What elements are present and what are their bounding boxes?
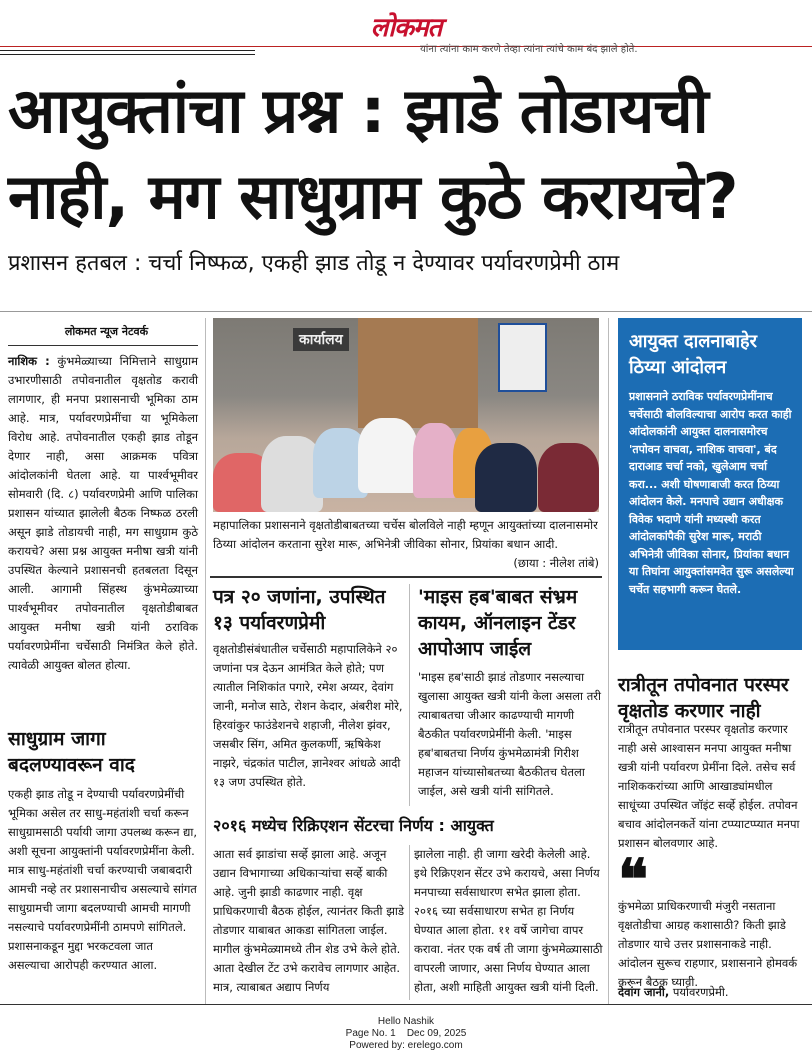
divider <box>0 1004 812 1005</box>
lokmat-logo: लोकमत <box>370 13 442 43</box>
photo-credit: (छाया : नीलेश तांबे) <box>513 556 599 570</box>
headline <box>8 68 804 240</box>
subheadline: प्रशासन हतबल : चर्चा निष्फळ, एकही झाड तोडू न देण्यावर पर्यावरणप्रेमी ठाम <box>8 251 620 276</box>
recreation-body-right: झालेला नाही. ही जागा खरेदी केलेली आहे. इथे रिक्रिएशन सेंटर उभे करायचे, असा निर्णय मनपाच्या सर्वसाधारण सभेत झाला होता. २०१६ च्या सर्वसाधारण सभेत हा निर्णय घेण्यात आला होता. ११ वर्षे जागेचा वापर करावा. नंतर एक वर्ष ती जागा कुंभमेळ्यासाठी वापरली जाणार, असा निर्णय घेण्यात आला होता, अशी माहिती आयुक्त खत्री यांनी दिली. <box>414 847 603 994</box>
cut-off-text: यांना त्यांना काम करणे तेव्हा त्यांना त्यांचे काम बंद झाले होते. <box>420 44 638 55</box>
quote-author: देवांग जानी, <box>618 985 670 999</box>
overnight-body: रात्रीतून तपोवनात परस्पर वृक्षतोड करणार नाही असे आश्वासन मनपा आयुक्त मनीषा खत्री यांनी पर्यावरण प्रेमींना दिले. तसेच सर्व नाशिककरांच्या आणि आखाड्यांमधील साधूंच्या उपस्थित जॉइंट सर्व्हे होईल. तपोवन बचाव आंदोलनकर्ते यांना टप्प्याटप्प्यात मनपा प्रशासन बोलवणार आहे. <box>618 722 800 850</box>
recreation-body-left: आता सर्व झाडांचा सर्व्हे झाला आहे. अजून उद्यान विभागाच्या अधिकाऱ्यांचा सर्व्हे बाकी आहे. जुनी झाडी काढणार नाही. वृक्ष प्राधिकरणाची बैठक होईल, त्यानंतर किती झाडे तोडणार याबाबत आकडा सांगितला जाईल. मागील कुंभमेळ्यामध्ये तीन शेड उभे केले होते. आता देखील टेंट उभे करावेच लागणार आहेत. मात्र, त्याबाबत अद्याप निर्णय <box>213 847 405 994</box>
protest-photo <box>213 318 599 512</box>
masthead-double-rule <box>0 50 255 55</box>
byline: लोकमत न्यूज नेटवर्क <box>64 325 149 338</box>
sidebar-box <box>618 318 802 650</box>
person <box>538 443 599 512</box>
sidebar-heading: आयुक्त दालनाबाहेर ठिय्या आंदोलन <box>629 331 757 378</box>
divider <box>0 311 812 312</box>
letters-heading: पत्र २० जणांना, उपस्थित १३ पर्यावरणप्रेमी <box>213 586 386 634</box>
sidebar-body: प्रशासनाने ठराविक पर्यावरणप्रेमींनाच चर्चेसाठी बोलविल्याचा आरोप करत काही आंदोलकांनी आयुक्त दालनासमोरच 'तपोवन वाचवा, नाशिक वाचवा', बंद दाराआड चर्चा नको, खुलेआम चर्चा करा... अशी घोषणाबाजी करत ठिय्या आंदोलन केले. मनपाचे उद्यान अधीक्षक विवेक भदाणे यांनी मध्यस्थी करत आंदोलकांपैकी सुरेश मारू, मराठी अभिनेत्री जीविका सोनार, प्रियांका बधान या तिघांना आयुक्तांसमवेत सुरू असलेल्या चर्चेत सहभागी करून घेतले. <box>629 390 794 596</box>
mice-hub-heading: 'माइस हब'बाबत संभ्रम कायम, ऑनलाइन टेंडर आपोआप जाईल <box>418 586 578 660</box>
divider <box>8 345 198 346</box>
letters-body: वृक्षतोडीसंबंधातील चर्चेसाठी महापालिकेने २० जणांना पत्र देऊन आमंत्रित केले होते; पण त्यातील निशिकांत पगारे, रमेश अय्यर, देवांग जानी, मनोज साठे, रोशन केदार, अंबरीश मोरे, हिरवांकुर फाउंडेशनचे शहाजी, नीलेश झंवर, जसबीर सिंग, अमित कुलकर्णी, ऋषिकेश नाझरे, चंद्रकांत पाटील, ज्ञानेश्वर आंधळे आदी १३ जण उपस्थित होते. <box>213 642 403 789</box>
person <box>413 423 458 498</box>
powered-by: Powered by: erelego.com <box>349 1040 463 1051</box>
edition-name: Hello Nashik <box>377 1016 435 1027</box>
quote-icon: ❝ <box>618 847 649 913</box>
quote-author-role: पर्यावरणप्रेमी. <box>669 985 729 999</box>
lead-body: कुंभमेळ्याच्या निमित्ताने साधुग्राम उभारणीसाठी तपोवनातील वृक्षतोड करावी लागणार, ही मनपा प्रशासनाची भूमिका ठाम आहे. मात्र, पर्यावरणप्रेमींचा या भूमिकेला विरोध आहे. तपोवनातील एकही झाड तोडून देणार नाही, असा आक्रमक पवित्रा आंदोलकांनी घेतला आहे. या पार्श्वभूमीवर सोमवारी (दि. ८) पर्यावरणप्रेमी आणि पालिका प्रशासन यांच्यात झालेली बैठक निष्फळ ठरली असून झाडे तोडायची नाही, मग साधुग्राम कुठे करायचे? असा प्रश्न आयुक्त मनीषा खत्री यांनी उपस्थित केल्याने प्रशासनची हतबलता दिसून आली. आगामी सिंहस्थ कुंभमेळ्याच्या पार्श्वभूमीवर तपोवनातील वृक्षतोडीबाबत आयुक्त मनीषा खत्री यांनी ठराविक पर्यावरणप्रेमींना चर्चेसाठी निमंत्रित केले होते. त्यावेळी आयुक्त बोलत होत्या. <box>8 354 198 672</box>
headline-block <box>8 68 804 280</box>
sadhugram-heading: साधुग्राम जागा बदलण्यावरून वाद <box>8 728 135 776</box>
column-divider <box>409 584 410 806</box>
office-door <box>358 318 478 428</box>
notice-board <box>498 323 547 392</box>
overnight-heading: रात्रीतून तपोवनात परस्पर वृक्षतोड करणार नाही <box>618 674 789 722</box>
page-number: Page No. 1 <box>345 1028 396 1039</box>
photo-caption <box>213 516 599 573</box>
person <box>358 418 418 493</box>
page-footer <box>0 1016 812 1052</box>
person <box>475 443 537 512</box>
column-divider <box>608 318 609 1004</box>
divider <box>210 576 602 578</box>
page-date: Dec 09, 2025 <box>406 1028 467 1039</box>
mice-hub-body: 'माइस हब'साठी झाडं तोडणार नसल्याचा खुलासा आयुक्त खत्री यांनी केला असला तरी त्याबाबतचा जीआर काढण्याची मागणी बैठकीत पर्यावरणप्रेमींनी केली. 'माइस हब'बाबतचा निर्णय कुंभमेळामंत्री गिरीश महाजन यांच्यासोबतच्या बैठकीतच घेतला जाईल, असे खत्री यांनी सांगितले. <box>418 670 601 798</box>
lead-article <box>8 352 198 675</box>
office-sign: कार्यालय <box>293 328 349 351</box>
column-divider <box>409 845 410 1000</box>
sadhugram-body: एकही झाड तोडू न देण्याची पर्यावरणप्रेमींची भूमिका असेल तर साधु-महंतांशी चर्चा करून साधुग्रामसाठी पर्यायी जागा उपलब्ध करून द्या, अशी सूचना आयुक्तांनी पर्यावरणप्रेमींना केली. मात्र साधु-महंतांशी चर्चा करण्याची जबाबदारी आमची नव्हे तर प्रशासनाचीच असल्याचे सांगत साधुग्रामची जागा बदलण्याची आमची मागणी नसल्याचे पर्यावरणप्रेमींनी ठामपणे सांगितले. प्रशासनाकडून मुद्दा भरकटवला जात असल्याचा आरोपही करण्यात आला. <box>8 787 197 972</box>
quote-text: कुंभमेळा प्राधिकरणाची मंजुरी नसताना वृक्षतोडीचा आग्रह कशासाठी? किती झाडे तोडणार याचे उत्तर प्रशासनाकडे नाही. आंदोलन सुरूच राहणार, प्रशासनाने होमवर्क करून बैठक घ्यावी. <box>618 899 798 989</box>
column-divider <box>205 318 206 1004</box>
recreation-heading: २०१६ मध्येच रिक्रिएशन सेंटरचा निर्णय : आयुक्त <box>213 816 494 835</box>
caption-text: महापालिका प्रशासनाने वृक्षतोडीबाबतच्या चर्चेस बोलविले नाही म्हणून आयुक्तांच्या दालनासमोर ठिय्या आंदोलन करताना सुरेश मारू, अभिनेत्री जीविका सोनार, प्रियांका बधान आदी. <box>213 518 598 551</box>
headline-line-1: आयुक्तांचा प्रश्न : झाडे तोडायची <box>8 74 708 147</box>
dateline: नाशिक : <box>8 354 50 368</box>
quote-attribution <box>618 983 804 1002</box>
headline-line-2: नाही, मग साधुग्राम कुठे करायचे? <box>8 160 738 233</box>
